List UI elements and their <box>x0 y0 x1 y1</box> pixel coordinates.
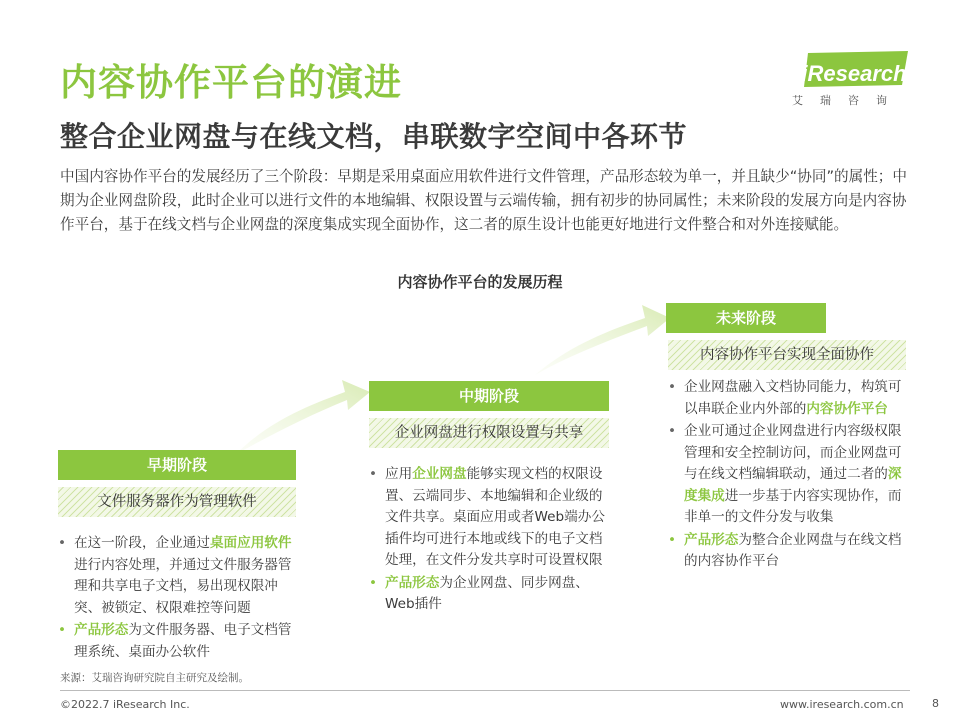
page-subtitle: 整合企业网盘与在线文档，串联数字空间中各环节 <box>60 120 688 153</box>
stage-future-subtitle: 内容协作平台实现全面协作 <box>668 340 906 370</box>
list-item: • 产品形态为企业网盘、同步网盘、Web插件 <box>367 573 613 616</box>
stage-mid-bullets <box>367 464 613 617</box>
stage-early-header: 早期阶段 <box>58 450 296 480</box>
footer-copyright: ©2022.7 iResearch Inc. <box>60 698 190 711</box>
stage-future-bullets <box>666 377 912 574</box>
list-item: • 产品形态为文件服务器、电子文档管理系统、桌面办公软件 <box>56 620 300 663</box>
footer-divider <box>60 690 910 691</box>
page-title: 内容协作平台的演进 <box>60 61 402 104</box>
logo-wordmark: iResearch <box>801 61 907 86</box>
page-number: 8 <box>932 697 939 710</box>
intro-paragraph: 中国内容协作平台的发展经历了三个阶段：早期是采用桌面应用软件进行文件管理，产品形态较为单一，并且缺少“协同”的属性；中期为企业网盘阶段，此时企业可以进行文件的本地编辑、权限设置与云端传输，拥有初步的协同属性；未来阶段的发展方向是内容协作平台，基于在线文档与企业网盘的深度集成实现全面协作，这二者的原生设计也能更好地进行文件整合和对外连接赋能。 <box>60 168 907 233</box>
source-note: 来源：艾瑞咨询研究院自主研究及绘制。 <box>60 672 249 684</box>
stage-early-subtitle: 文件服务器作为管理软件 <box>58 487 296 517</box>
stage-future-header: 未来阶段 <box>666 303 826 333</box>
stage-early-bullets <box>56 533 300 664</box>
list-item: • 企业可通过企业网盘进行内容级权限管理和安全控制访问，而企业网盘可与在线文档编辑联动，通过二者的深度集成进一步基于内容实现协作，而非单一的文件分发与收集 <box>666 421 912 529</box>
stage-mid-subtitle: 企业网盘进行权限设置与共享 <box>369 418 609 448</box>
list-item: • 企业网盘融入文档协同能力，构筑可以串联企业内外部的内容协作平台 <box>666 377 912 420</box>
stage-mid-header: 中期阶段 <box>369 381 609 411</box>
list-item: • 应用企业网盘能够实现文档的权限设置、云端同步、本地编辑和企业级的文件共享。桌面应用或者Web端办公插件均可进行本地或线下的电子文档处理，在文件分发共享时可设置权限 <box>367 464 613 572</box>
chart-title: 内容协作平台的发展历程 <box>397 273 563 291</box>
arrow-early-to-mid <box>235 380 370 455</box>
footer-url[interactable]: www.iresearch.com.cn <box>780 698 904 711</box>
list-item: • 在这一阶段，企业通过桌面应用软件进行内容处理，并通过文件服务器管理和共享电子文档，易出现权限冲突、被锁定、权限难控等问题 <box>56 533 300 619</box>
arrow-mid-to-future <box>535 305 670 375</box>
list-item: • 产品形态为整合企业网盘与在线文档的内容协作平台 <box>666 530 912 573</box>
logo-chinese-name: 艾瑞咨询 <box>792 94 904 107</box>
